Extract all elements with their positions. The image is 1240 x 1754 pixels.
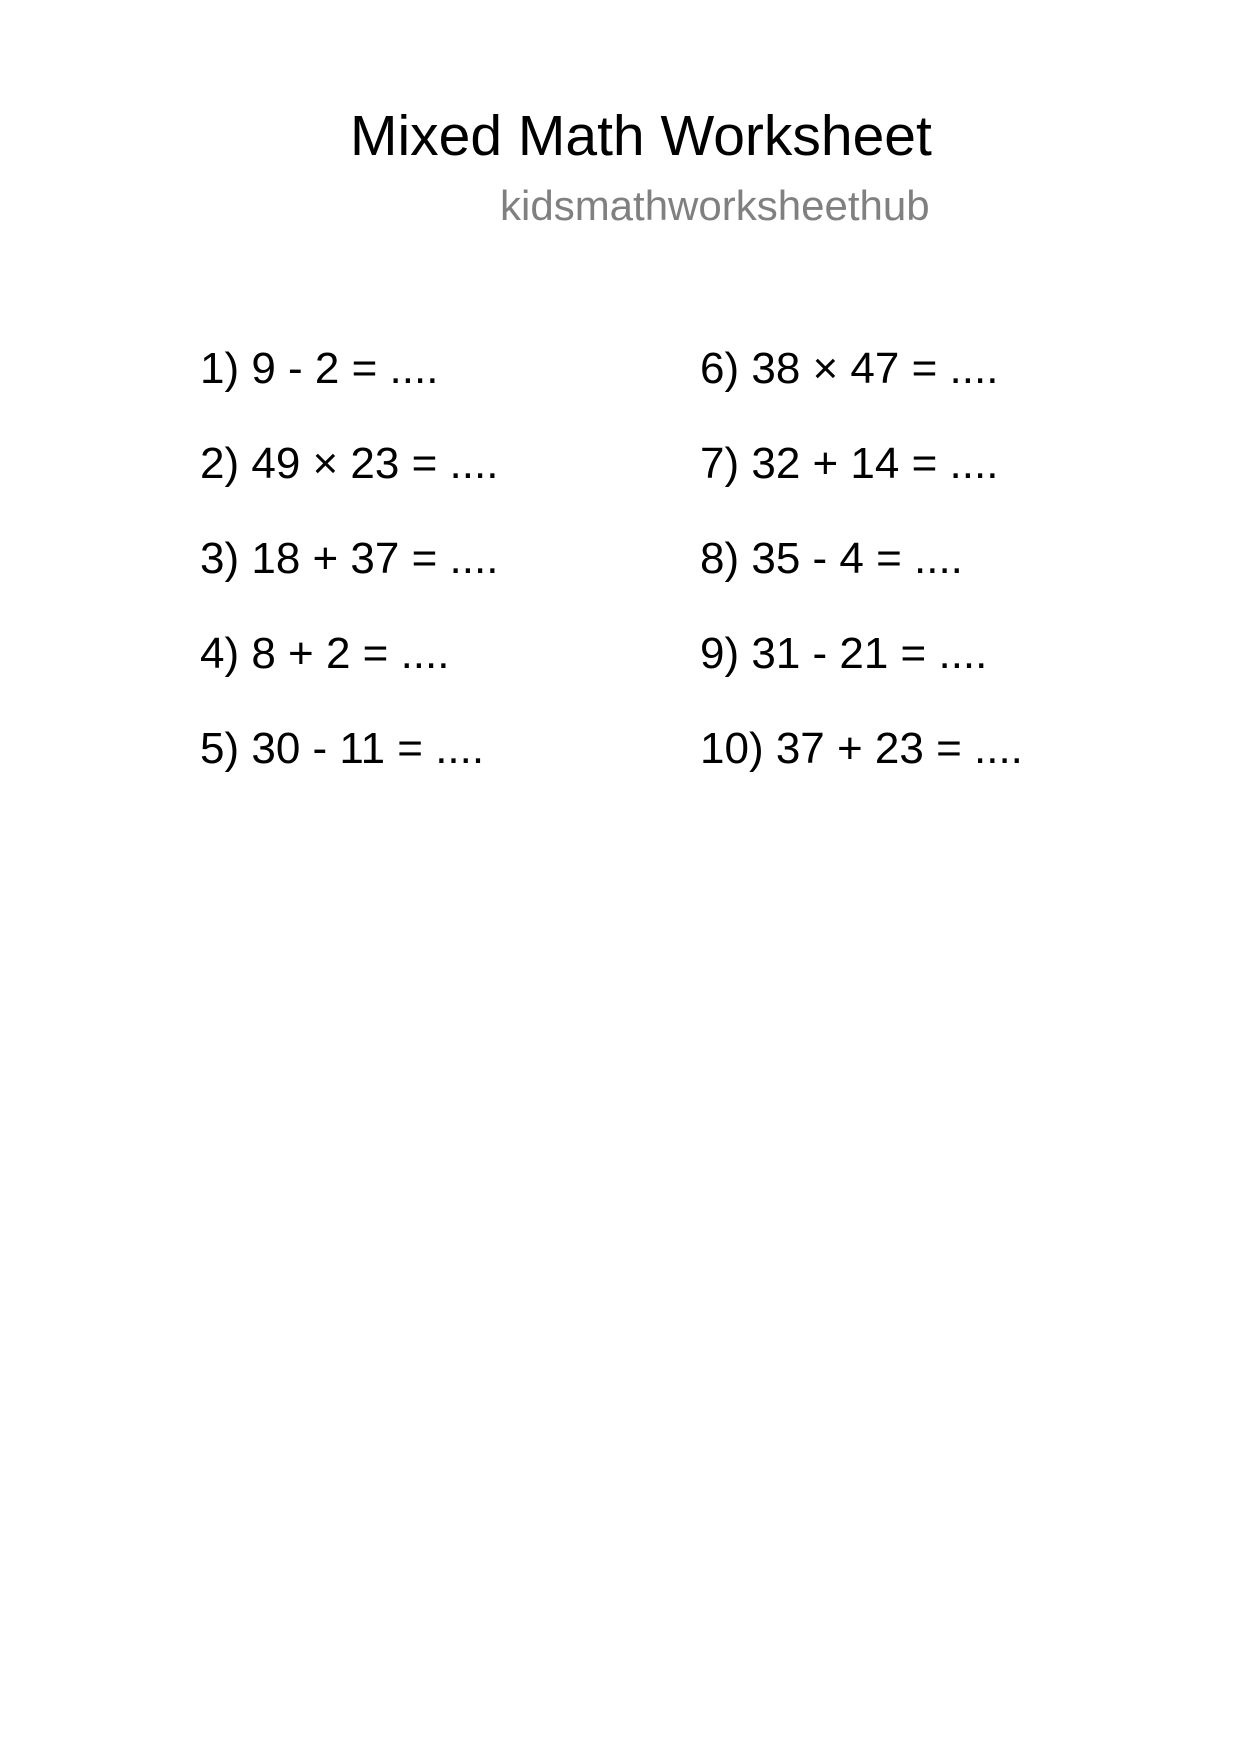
problem-9: 9) 31 - 21 = .... <box>700 629 988 678</box>
problem-8: 8) 35 - 4 = .... <box>700 534 963 583</box>
problem-7: 7) 32 + 14 = .... <box>700 439 999 488</box>
problem-10: 10) 37 + 23 = .... <box>700 724 1023 773</box>
worksheet-title: Mixed Math Worksheet <box>350 104 932 168</box>
problem-3: 3) 18 + 37 = .... <box>200 534 499 583</box>
problem-6: 6) 38 × 47 = .... <box>700 344 999 393</box>
problem-4: 4) 8 + 2 = .... <box>200 629 450 678</box>
problem-2: 2) 49 × 23 = .... <box>200 439 499 488</box>
worksheet-source: kidsmathworksheethub <box>500 182 930 229</box>
problems-right-column <box>700 343 1023 818</box>
problems-left-column <box>200 343 498 818</box>
problem-1: 1) 9 - 2 = .... <box>200 344 439 393</box>
problem-5: 5) 30 - 11 = .... <box>200 724 485 773</box>
